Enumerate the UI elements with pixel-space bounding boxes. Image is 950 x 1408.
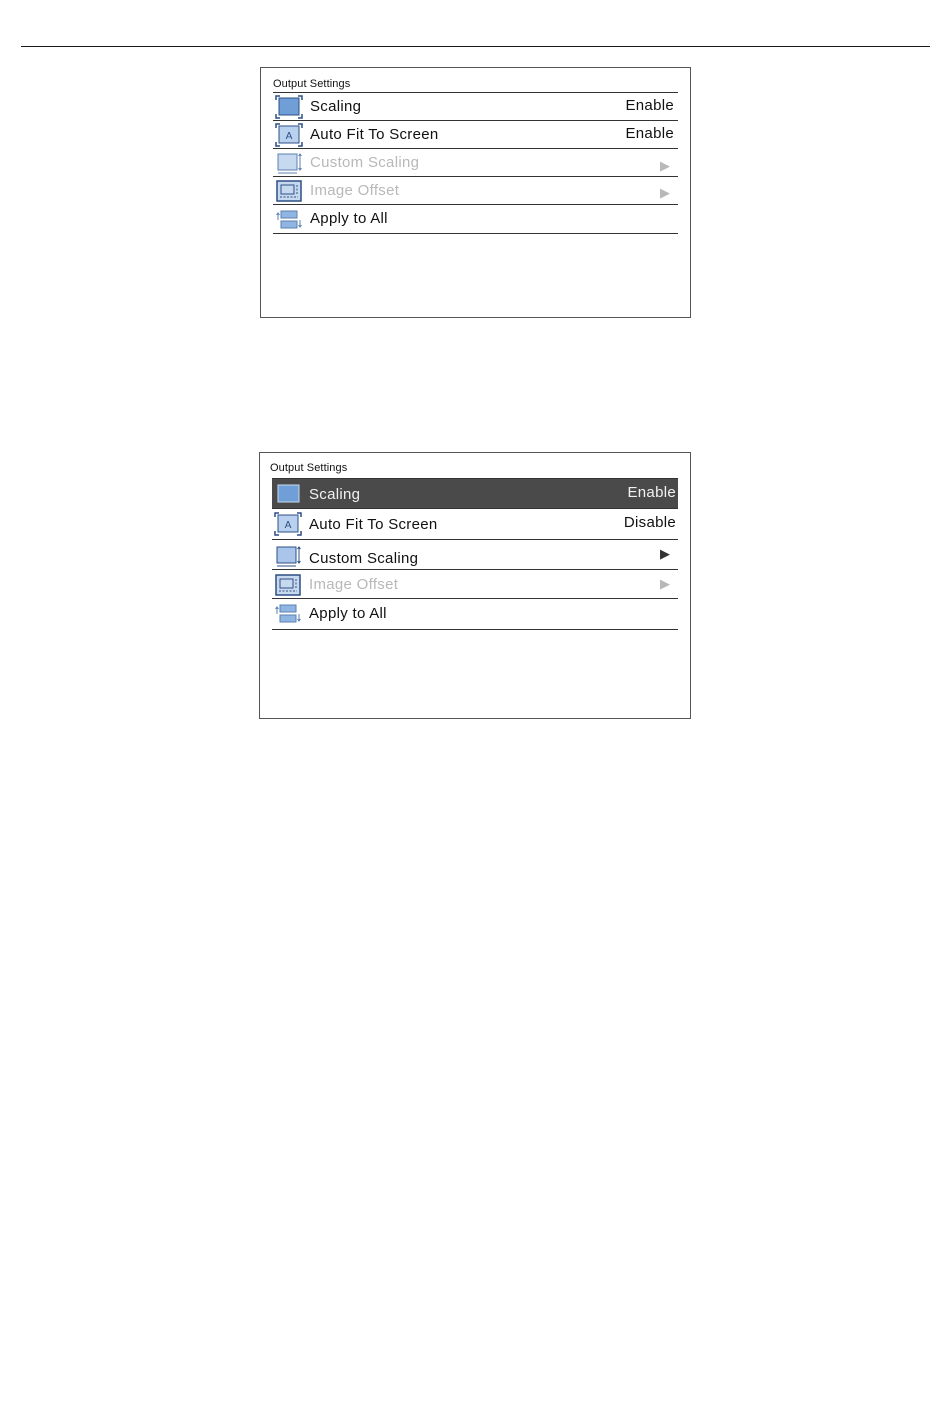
svg-text:A: A bbox=[284, 520, 292, 531]
menu-item-auto-fit-to-screen[interactable] bbox=[273, 121, 678, 149]
menu-item-apply-to-all[interactable] bbox=[273, 205, 678, 234]
menu-item-value: Enable bbox=[627, 484, 676, 501]
menu-item-scaling[interactable] bbox=[273, 93, 678, 121]
submenu-arrow-icon: ▶ bbox=[660, 576, 670, 591]
settings-menu bbox=[273, 93, 678, 234]
auto-fit-icon bbox=[274, 512, 302, 536]
menu-item-scaling[interactable] bbox=[272, 479, 678, 509]
submenu-arrow-icon: ▶ bbox=[660, 185, 670, 200]
menu-item-custom-scaling[interactable] bbox=[272, 540, 678, 570]
output-settings-panel-2 bbox=[259, 452, 691, 719]
panel-title: Output Settings bbox=[270, 462, 348, 474]
menu-item-label: Custom Scaling bbox=[309, 550, 419, 567]
menu-item-label: Auto Fit To Screen bbox=[310, 126, 439, 143]
settings-menu bbox=[272, 479, 678, 630]
apply-to-all-icon bbox=[275, 208, 303, 232]
svg-text:A: A bbox=[285, 131, 293, 142]
menu-item-label: Auto Fit To Screen bbox=[309, 516, 438, 533]
scaling-icon bbox=[275, 482, 303, 506]
custom-scaling-icon bbox=[275, 151, 303, 175]
menu-item-image-offset bbox=[272, 570, 678, 599]
menu-item-value: Enable bbox=[625, 125, 674, 142]
scaling-icon bbox=[275, 95, 303, 119]
submenu-arrow-icon: ▶ bbox=[660, 546, 670, 561]
image-offset-icon bbox=[274, 573, 302, 597]
menu-item-label: Apply to All bbox=[310, 210, 388, 227]
apply-to-all-icon bbox=[274, 602, 302, 626]
custom-scaling-icon bbox=[274, 544, 302, 568]
image-offset-icon bbox=[275, 179, 303, 203]
menu-item-label: Image Offset bbox=[309, 576, 399, 593]
menu-item-value: Disable bbox=[623, 514, 676, 531]
auto-fit-icon bbox=[275, 123, 303, 147]
menu-item-label: Custom Scaling bbox=[310, 154, 420, 171]
menu-item-label: Scaling bbox=[309, 486, 361, 503]
menu-item-auto-fit-to-screen[interactable] bbox=[272, 509, 678, 540]
page-top-rule bbox=[21, 46, 930, 47]
output-settings-panel-1 bbox=[260, 67, 691, 318]
menu-item-apply-to-all[interactable] bbox=[272, 599, 678, 630]
menu-item-custom-scaling bbox=[273, 149, 678, 177]
menu-item-image-offset bbox=[273, 177, 678, 205]
menu-item-value: Enable bbox=[625, 97, 674, 114]
panel-title: Output Settings bbox=[273, 78, 351, 90]
menu-item-label: Image Offset bbox=[310, 182, 400, 199]
submenu-arrow-icon: ▶ bbox=[660, 158, 670, 173]
menu-item-label: Apply to All bbox=[309, 605, 387, 622]
menu-item-label: Scaling bbox=[310, 98, 362, 115]
